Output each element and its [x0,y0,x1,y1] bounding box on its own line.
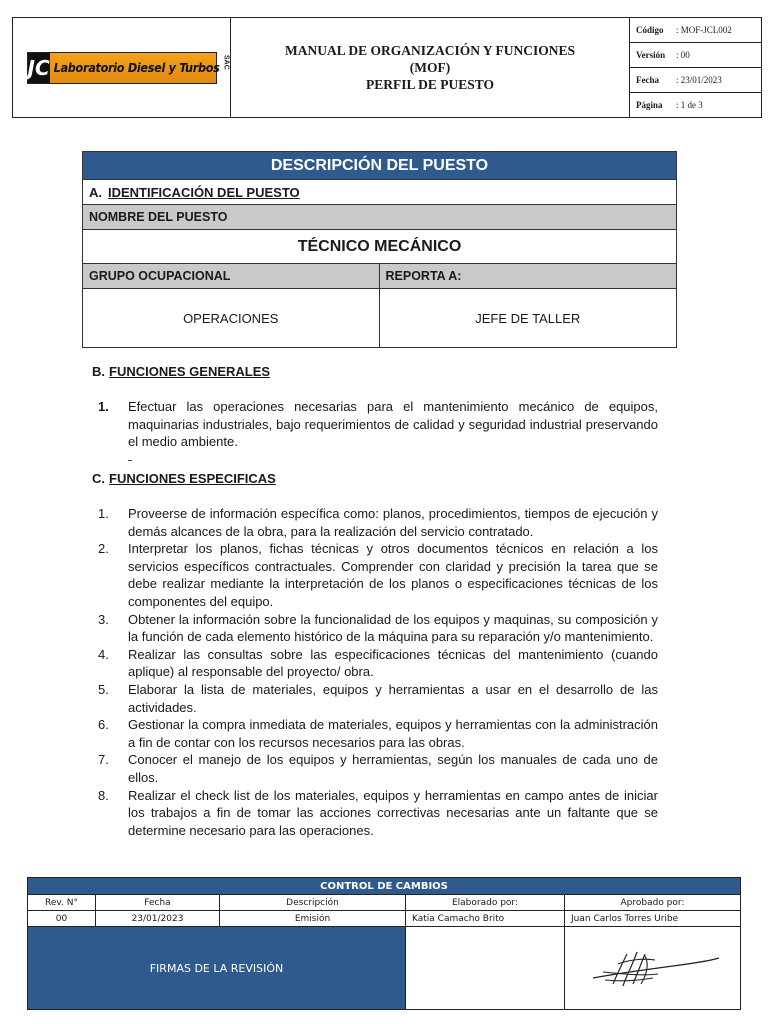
document-meta [630,18,761,117]
list-item: 1. Efectuar las operaciones necesarias para el mantenimiento mecánico de equipos, maquinarias industriales, bajo requerimientos de calidad y seguridad industrial preservando el medio ambiente. [98,399,658,450]
title-line-3: PERFIL DE PUESTO [365,77,495,92]
cell-date: 23/01/2023 [96,911,220,926]
position-name: TÉCNICO MECÁNICO [83,230,676,264]
document-header [12,17,762,118]
company-logo [27,52,230,84]
cell-prepared-by: Katia Camacho Brito [406,911,565,926]
col-header-approved-by: Aprobado por: [620,897,685,908]
list-item: 3. Obtener la información sobre la funcionalidad de los equipos y maquinas, su composición y la función de cada elemento histórico de la máquina para su reparación y/o mantenimiento. [98,611,658,645]
section-a-heading: A. IDENTIFICACIÓN DEL PUESTO [83,180,676,205]
meta-date: Fecha : 23/01/2023 [630,68,761,93]
table-row [28,911,740,927]
signature-row [28,927,740,1009]
list-item: 7. Conocer el manejo de los equipos y herramientas, según los manuales de cada uno de ellos. [98,752,658,785]
section-b-heading: B. FUNCIONES GENERALES [92,364,271,379]
change-control-header-row [28,895,740,911]
group-header: GRUPO OCUPACIONAL [83,264,380,288]
list-item: 5. Elaborar la lista de materiales, equipos y herramientas a usar en el desarrollo de las actividades. [98,681,658,715]
logo-cell [13,18,231,117]
title-line-1: MANUAL DE ORGANIZACIÓN Y FUNCIONES [284,43,576,58]
position-name-header: NOMBRE DEL PUESTO [83,205,676,230]
list-item: 2. Interpretar los planos, fichas técnicas y otros documentos técnicos en relación a los servicios específicos contractuales. Comprender con claridad y precisión la tarea que se debe realizar mediante la interpretación de los planos o especificaciones técnicas de los componentes del equipo. [98,541,658,609]
reports-header: REPORTA A: [385,269,462,283]
document-title [231,18,630,117]
col-header-description: Descripción [220,895,406,910]
section-c-heading: C. FUNCIONES ESPECIFICAS [92,471,276,486]
list-item: 8. Realizar el check list de los materiales, equipos y herramientas en campo antes de iniciar los trabajos a fin de tomar las acciones correctivas necesarias ante un faltante que se determine necesario para las operaciones. [98,787,658,838]
col-header-prepared-by: Elaborado por: [406,895,565,910]
group-header-row [83,264,676,289]
col-header-date: Fecha [96,895,220,910]
group-value-row [83,289,676,347]
logo-mark: JC [28,53,50,83]
logo-text: Laboratorio Diesel y Turbos [53,60,220,75]
job-description-table [82,151,677,348]
meta-page: Página : 1 de 3 [636,100,703,110]
meta-version: Versión : 00 [630,43,761,68]
signature-box-approved [565,927,740,1009]
specific-functions-list [98,505,658,839]
list-item: 1. Proveerse de información específica como: planos, procedimientos, tiempos de ejecución y demás alcances de la obra, para la realización del servicio contratado. [98,506,658,539]
reports-value: JEFE DE TALLER [475,310,581,326]
general-functions-list [98,398,658,451]
group-value: OPERACIONES [83,289,380,347]
list-item: 4. Realizar las consultas sobre las especificaciones técnicas del mantenimiento (cuando aplique) al responsable del proyecto/ obra. [98,646,658,680]
change-control-table [27,877,741,1010]
cell-approved-by: Juan Carlos Torres Uribe [571,913,679,924]
cell-description: Emisión [220,911,406,926]
cell-rev: 00 [28,911,96,926]
meta-code: Código : MOF-JCL002 [630,18,761,43]
title-line-2: (MOF) [409,60,451,75]
list-item: 6. Gestionar la compra inmediata de materiales, equipos y herramientas con la administración a fin de contar con los recursos necesarios para las obras. [98,717,658,750]
col-header-rev: Rev. N° [28,895,96,910]
handwritten-signature [583,944,723,992]
signature-box-prepared [406,927,565,1009]
change-control-title: CONTROL DE CAMBIOS [28,878,740,895]
logo-suffix: SAC [222,54,230,70]
table-title: DESCRIPCIÓN DEL PUESTO [83,152,676,180]
signatures-label: FIRMAS DE LA REVISIÓN [28,927,406,1009]
divider [128,460,132,461]
